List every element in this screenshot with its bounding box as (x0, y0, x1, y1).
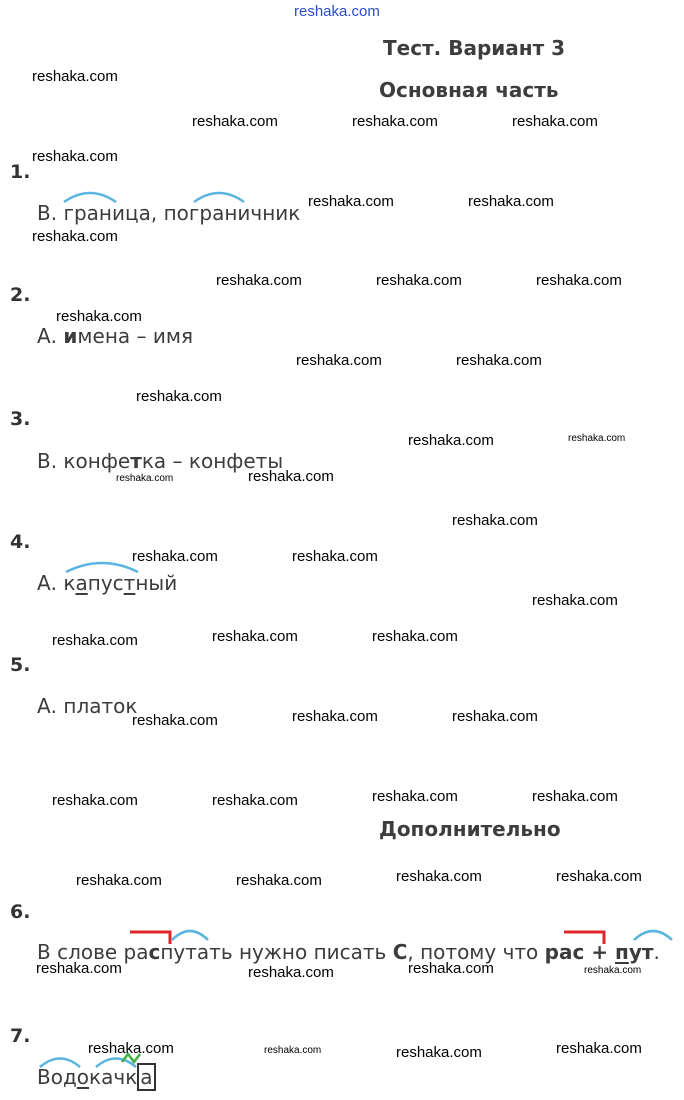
watermark: reshaka.com (116, 473, 174, 484)
answer-7-text-2: качк (89, 1065, 138, 1089)
watermark: reshaka.com (56, 308, 142, 325)
section-extra-heading: Дополнительно (379, 817, 561, 841)
watermark: reshaka.com (532, 788, 618, 805)
answer-1-word-1: граница, (63, 201, 158, 225)
answer-2-prefix: А. (37, 324, 58, 348)
watermark: reshaka.com (32, 148, 118, 165)
watermark: reshaka.com (408, 432, 494, 449)
answer-6-prefix-ras: рас (544, 940, 585, 964)
watermark: reshaka.com (408, 960, 494, 977)
answer-6-text-2: путать нужно писать (160, 940, 393, 964)
watermark: reshaka.com (88, 1040, 174, 1057)
page-title: Тест. Вариант 3 (383, 36, 566, 60)
watermark: reshaka.com (132, 712, 218, 729)
answer-2-rest: мена – имя (77, 324, 193, 348)
answer-6-bold-ut: ут (628, 940, 654, 964)
answer-1 (37, 201, 300, 225)
question-number-1: 1. (10, 161, 31, 183)
watermark: reshaka.com (236, 872, 322, 889)
question-number-3: 3. (10, 408, 31, 430)
answer-4-underlined-2: т (123, 571, 136, 595)
answer-7-underlined-vowel: о (76, 1065, 90, 1089)
top-watermark: reshaka.com (294, 3, 380, 20)
watermark: reshaka.com (52, 792, 138, 809)
answer-6-dot: . (653, 940, 660, 964)
watermark: reshaka.com (556, 868, 642, 885)
answer-2-bold-letter: и (63, 324, 78, 348)
question-number-6: 6. (10, 901, 31, 923)
answer-4-mid: пус (87, 571, 124, 595)
watermark: reshaka.com (468, 193, 554, 210)
watermark: reshaka.com (372, 788, 458, 805)
answer-7-ending-box: а (137, 1063, 155, 1091)
watermark: reshaka.com (456, 352, 542, 369)
watermark: reshaka.com (452, 708, 538, 725)
watermark: reshaka.com (308, 193, 394, 210)
watermark: reshaka.com (376, 272, 462, 289)
watermark: reshaka.com (192, 113, 278, 130)
section-main-heading: Основная часть (379, 78, 559, 102)
watermark: reshaka.com (372, 628, 458, 645)
question-number-2: 2. (10, 284, 31, 306)
watermark: reshaka.com (216, 272, 302, 289)
answer-6-bold-s: с (148, 940, 161, 964)
watermark: reshaka.com (292, 548, 378, 565)
answer-4-underlined-1: а (75, 571, 88, 595)
question-number-4: 4. (10, 531, 31, 553)
answer-6-plus: + (584, 940, 616, 964)
answer-3 (37, 449, 283, 473)
answer-6-bold-p: п (615, 940, 629, 964)
watermark: reshaka.com (556, 1040, 642, 1057)
watermark: reshaka.com (396, 868, 482, 885)
watermark: reshaka.com (584, 965, 642, 976)
watermark: reshaka.com (352, 113, 438, 130)
watermark: reshaka.com (76, 872, 162, 889)
answer-7 (37, 1065, 156, 1089)
watermark: reshaka.com (248, 468, 334, 485)
answer-1-word-2: пограничник (163, 201, 301, 225)
watermark: reshaka.com (512, 113, 598, 130)
watermark: reshaka.com (396, 1044, 482, 1061)
answer-6-text-3: , потому что (407, 940, 545, 964)
answer-3-prefix: В. конфе (37, 449, 131, 473)
watermark: reshaka.com (32, 68, 118, 85)
watermark: reshaka.com (536, 272, 622, 289)
answer-3-rest: ка – конфеты (141, 449, 284, 473)
watermark: reshaka.com (32, 228, 118, 245)
watermark: reshaka.com (52, 632, 138, 649)
answer-7-text-1: Вод (37, 1065, 77, 1089)
question-number-5: 5. (10, 654, 31, 676)
answer-4-rest: ный (135, 571, 178, 595)
watermark: reshaka.com (292, 708, 378, 725)
answer-5: А. платок (37, 694, 138, 718)
watermark: reshaka.com (296, 352, 382, 369)
question-number-7: 7. (10, 1025, 31, 1047)
watermark: reshaka.com (36, 960, 122, 977)
watermark: reshaka.com (132, 548, 218, 565)
answer-4 (37, 571, 177, 595)
answer-3-bold-letter: т (130, 449, 142, 473)
watermark: reshaka.com (532, 592, 618, 609)
watermark: reshaka.com (212, 792, 298, 809)
answer-4-prefix: А. к (37, 571, 76, 595)
answer-6-bold-c: С (392, 940, 408, 964)
watermark: reshaka.com (136, 388, 222, 405)
watermark: reshaka.com (248, 964, 334, 981)
watermark: reshaka.com (212, 628, 298, 645)
watermark: reshaka.com (568, 433, 626, 444)
answer-6-text-1: В слове ра (37, 940, 149, 964)
watermark: reshaka.com (452, 512, 538, 529)
watermark: reshaka.com (264, 1045, 322, 1056)
answer-6 (37, 940, 660, 964)
answer-2 (37, 324, 193, 348)
answer-1-letter: В. (37, 201, 58, 225)
